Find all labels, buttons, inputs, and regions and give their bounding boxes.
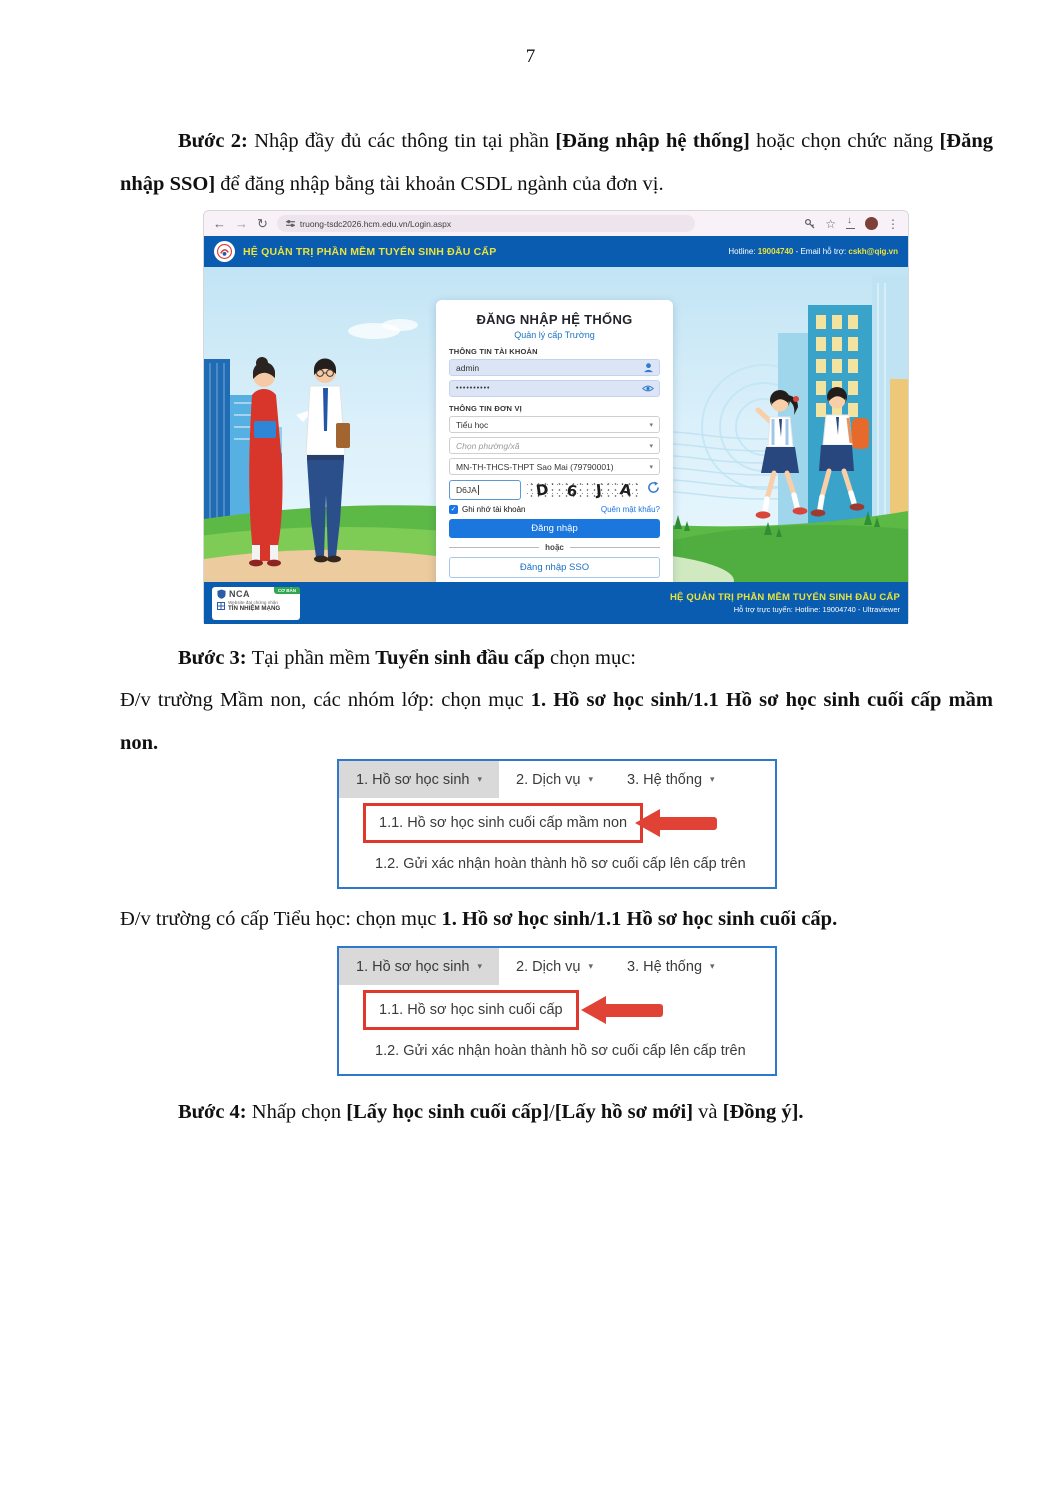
browser-forward-icon[interactable]: → (235, 216, 248, 231)
shield-icon (217, 589, 226, 599)
login-scope-link[interactable]: Quản lý cấp Trường (514, 330, 595, 340)
chevron-down-icon: ▾ (649, 464, 653, 471)
profile-avatar[interactable] (865, 217, 878, 230)
password-input[interactable]: •••••••••• (449, 380, 660, 397)
menu-tab-ho-so-hoc-sinh[interactable]: 1. Hồ sơ học sinh ▾ (339, 761, 499, 798)
browser-reload-icon[interactable]: ↻ (257, 216, 268, 231)
remember-checkbox[interactable]: ✓ (450, 506, 457, 513)
url-text: truong-tsdc2026.hcm.edu.vn/Login.aspx (299, 218, 452, 229)
chevron-down-icon: ▾ (588, 774, 594, 784)
site-footer (204, 582, 908, 624)
captcha-refresh-icon[interactable] (647, 481, 660, 499)
forgot-password-link[interactable]: Quên mật khẩu? (600, 505, 660, 514)
menu-tab-dich-vu[interactable]: 2. Dịch vụ ▾ (516, 958, 594, 975)
username-input[interactable]: admin (449, 359, 660, 376)
menu-tab-he-thong[interactable]: 3. Hệ thống ▾ (627, 958, 715, 975)
remember-row (449, 505, 660, 514)
hotline-text: Hotline: 19004740 - Email hỗ trợ: cskh@qig.vn (728, 247, 898, 256)
step4-paragraph: Bước 4: Nhấp chọn [Lấy học sinh cuối cấp]/[Lấy hồ sơ mới] và [Đồng ý]. (178, 1100, 804, 1123)
login-page-body (204, 267, 908, 582)
highlight-box (363, 990, 579, 1030)
site-info-icon (286, 219, 295, 228)
app-header (204, 236, 908, 267)
bookmark-star-icon[interactable]: ☆ (825, 216, 836, 231)
browser-back-icon[interactable]: ← (213, 216, 226, 231)
menu-screenshot-mamnon (337, 759, 777, 889)
login-button[interactable]: Đăng nhập (449, 519, 660, 538)
app-title: HỆ QUẢN TRỊ PHẦN MỀM TUYỂN SINH ĐẦU CẤP (243, 245, 497, 258)
tieuhoc-paragraph: Đ/v trường có cấp Tiểu học: chọn mục 1. Hồ sơ học sinh/1.1 Hồ sơ học sinh cuối cấp. (120, 907, 838, 930)
menu-tab-he-thong[interactable]: 3. Hệ thống ▾ (627, 771, 715, 788)
menu-bar (339, 761, 775, 798)
captcha-row (449, 479, 660, 501)
globe-grid-icon (217, 602, 225, 610)
menu-bar (339, 948, 775, 985)
chevron-down-icon: ▾ (710, 961, 715, 971)
menu-dropdown (339, 798, 775, 885)
text-cursor (478, 485, 479, 495)
chevron-down-icon: ▾ (477, 961, 483, 971)
app-logo (214, 241, 235, 262)
eye-icon[interactable] (642, 383, 654, 396)
user-icon (643, 362, 654, 375)
address-bar[interactable] (277, 215, 695, 232)
unit-section-label: THÔNG TIN ĐƠN VỊ (449, 404, 522, 413)
annotation-arrow (581, 996, 663, 1024)
hotline-number: 19004740 (757, 247, 794, 256)
nca-trust-badge[interactable]: NCA CƠ BẢN Website đạt chứng nhận TÍN NHIỆM MẠNG (212, 587, 300, 620)
chevron-down-icon: ▾ (649, 443, 653, 450)
or-divider: hoặc (449, 543, 660, 552)
mamnon-paragraph: Đ/v trường Mầm non, các nhóm lớp: chọn mục 1. Hồ sơ học sinh/1.1 Hồ sơ học sinh cuối cấp mầm non. (120, 688, 993, 754)
browser-toolbar (204, 211, 908, 236)
chevron-down-icon: ▾ (710, 774, 715, 784)
support-email[interactable]: cskh@qig.vn (848, 247, 898, 256)
captcha-image: D 6 J A (527, 479, 641, 501)
ward-select[interactable]: Chọn phường/xã ▾ (449, 437, 660, 454)
browser-menu-icon[interactable]: ⋮ (887, 216, 899, 231)
annotation-arrow (635, 809, 717, 837)
menu-tab-dich-vu[interactable]: 2. Dịch vụ ▾ (516, 771, 594, 788)
password-key-icon[interactable] (804, 218, 816, 230)
step2-paragraph: Bước 2: Nhập đầy đủ các thông tin tại phần [Đăng nhập hệ thống] hoặc chọn chức năng [Đăng nhập SSO] để đăng nhập bằng tài khoản CSDL ngành của đơn vị. (120, 129, 993, 195)
remember-label: Ghi nhớ tài khoản (462, 505, 526, 514)
menu-screenshot-tieuhoc (337, 946, 777, 1076)
highlight-box (363, 803, 643, 843)
page-number: 7 (525, 46, 536, 67)
menu-item-1-2[interactable]: 1.2. Gửi xác nhận hoàn thành hồ sơ cuối cấp lên cấp trên (375, 1043, 746, 1059)
login-page-screenshot (203, 210, 909, 623)
menu-item-1-1[interactable]: 1.1. Hồ sơ học sinh cuối cấp mầm non (379, 815, 628, 831)
download-icon[interactable] (845, 218, 856, 229)
menu-item-1-1[interactable]: 1.1. Hồ sơ học sinh cuối cấp (379, 1002, 563, 1018)
school-level-select[interactable]: Tiểu học ▾ (449, 416, 660, 433)
login-title: ĐĂNG NHẬP HỆ THỐNG (476, 312, 633, 327)
chevron-down-icon: ▾ (477, 774, 483, 784)
chevron-down-icon: ▾ (649, 422, 653, 429)
menu-item-1-2[interactable]: 1.2. Gửi xác nhận hoàn thành hồ sơ cuối cấp lên cấp trên (375, 856, 746, 872)
menu-tab-ho-so-hoc-sinh[interactable]: 1. Hồ sơ học sinh ▾ (339, 948, 499, 985)
chevron-down-icon: ▾ (588, 961, 594, 971)
footer-info: HỆ QUẢN TRỊ PHẦN MỀM TUYỂN SINH ĐẦU CẤP Hỗ trợ trực tuyến: Hotline: 19004740 - Ultraviewer (669, 592, 900, 614)
sso-login-button[interactable]: Đăng nhập SSO (449, 557, 660, 578)
login-card (436, 300, 673, 582)
menu-dropdown (339, 985, 775, 1072)
nca-level-tag: CƠ BẢN (274, 587, 300, 594)
app-logo-icon (217, 244, 232, 259)
captcha-input[interactable]: D6JA (449, 480, 521, 500)
account-section-label: THÔNG TIN TÀI KHOẢN (449, 347, 538, 356)
school-select[interactable]: MN-TH-THCS-THPT Sao Mai (79790001) ▾ (449, 458, 660, 475)
browser-actions (804, 217, 899, 230)
step3-paragraph: Bước 3: Tại phần mềm Tuyển sinh đầu cấp chọn mục: (178, 646, 636, 669)
